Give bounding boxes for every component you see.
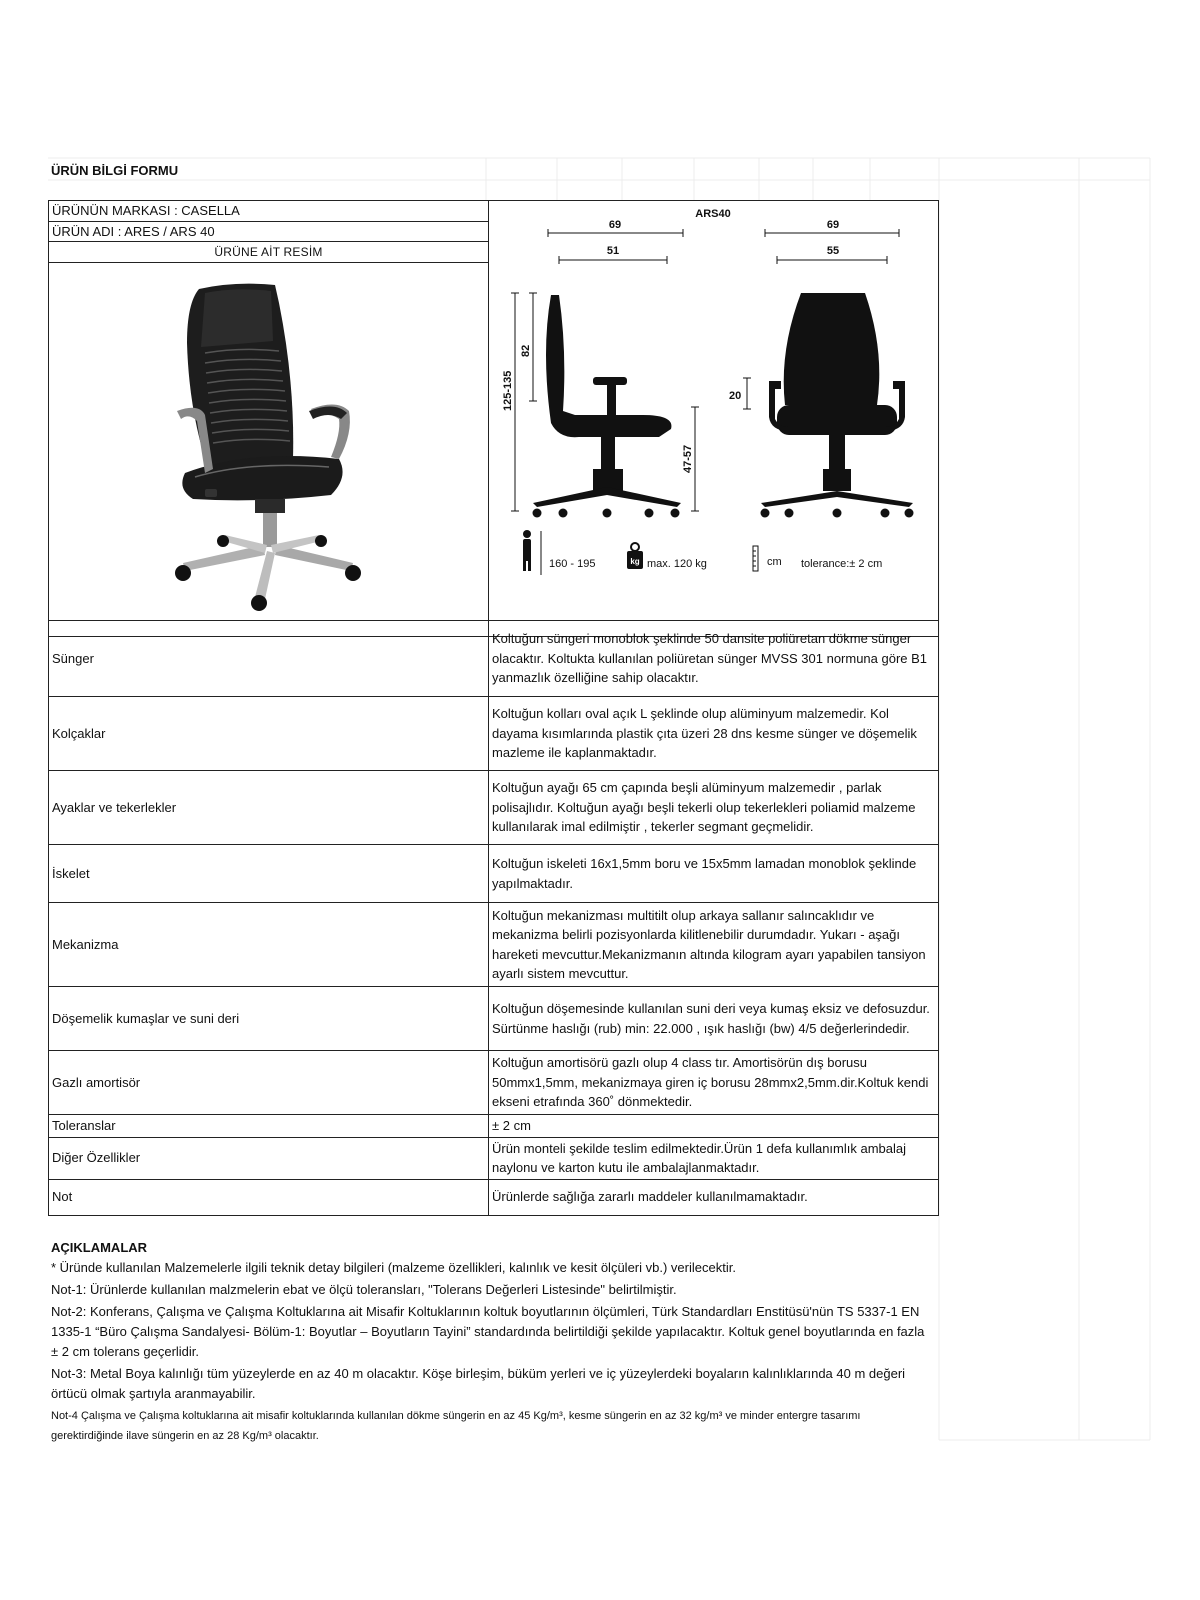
spec-label: Not — [49, 1179, 489, 1215]
total-height-label: 125-135 — [502, 370, 514, 411]
person-icon — [523, 530, 531, 571]
spec-value: Ürünlerde sağlığa zararlı maddeler kullanılmamaktadır. — [489, 1179, 939, 1215]
notes-section — [51, 1240, 931, 1448]
spec-value: Koltuğun ayağı 65 cm çapında beşli alüminyum malzemedir , parlak polisajlıdır. Koltuğun ayağı beşli tekerli olup tekerlekleri poliamid malzeme kullanılarak imal edilmiştir , tekerler segmant geçmelidir. — [489, 771, 939, 845]
user-height-label: 160 - 195 — [549, 558, 596, 570]
back-height-label: 82 — [520, 344, 532, 357]
spec-label: Gazlı amortisör — [49, 1051, 489, 1115]
spec-label: İskelet — [49, 845, 489, 903]
tolerance-label: tolerance:± 2 cm — [801, 558, 883, 570]
side-width-inner: 51 — [606, 245, 620, 257]
spec-table — [48, 620, 939, 1216]
note-3: Not-3: Metal Boya kalınlığı tüm yüzeylerde en az 40 m olacaktır. Köşe birleşim, büküm yerleri ve iç yüzeylerdeki boyaların kalınlıklarında 40 m değeri örtücü olmak şartıyla aranmayabilir. — [51, 1366, 906, 1401]
front-width-outer: 69 — [826, 219, 840, 231]
notes-heading: AÇIKLAMALAR — [51, 1240, 148, 1255]
chair-image — [49, 263, 482, 631]
weight-icon — [627, 543, 643, 569]
note-general: * Üründe kullanılan Malzemelerle ilgili teknik detay bilgileri (malzeme özellikleri, kalınlık ve kesit ölçüleri vb.) verilecektir. — [51, 1260, 736, 1275]
brand-row: ÜRÜNÜN MARKASI : CASELLA — [49, 201, 489, 222]
spec-label: Döşemelik kumaşlar ve suni deri — [49, 987, 489, 1051]
spec-label: Sünger — [49, 621, 489, 697]
product-photo — [49, 263, 489, 637]
name-row: ÜRÜN ADI : ARES / ARS 40 — [49, 221, 489, 242]
ruler-icon — [753, 546, 758, 571]
spec-label: Toleranslar — [49, 1115, 489, 1138]
spec-value: ± 2 cm — [489, 1115, 939, 1138]
form-title: ÜRÜN BİLGİ FORMU — [51, 163, 179, 178]
spec-row — [49, 621, 939, 697]
note-4: Not-4 Çalışma ve Çalışma koltuklarına ait misafir koltuklarında kullanılan dökme süngerin en az 45 Kg/m³, kesme süngerin en az 32 kg/m³ ve minder entergre tasarımı gerektirdiğinde ilave süngerin en az 28 Kg/m³ olacaktır. — [51, 1410, 861, 1442]
spec-row — [49, 903, 939, 987]
side-view-chair — [533, 295, 682, 518]
side-width-outer: 69 — [608, 219, 622, 231]
spec-label: Diğer Özellikler — [49, 1137, 489, 1179]
spec-value: Koltuğun kolları oval açık L şeklinde olup alüminyum malzemedir. Kol dayama kısımlarında plastik çıta üzeri 28 dns kesme sünger ve döşemelik mazleme ile kaplanmaktadır. — [489, 697, 939, 771]
dimension-diagram — [489, 201, 939, 637]
spec-value: Koltuğun süngeri monoblok şeklinde 50 dansite poliüretan dökme sünger olacaktır. Koltukta kullanılan poliüretan sünger MVSS 301 normuna göre B1 yanmazlık özelliğine sahip olacaktır. — [489, 621, 939, 697]
spec-value: Koltuğun amortisörü gazlı olup 4 class tır. Amortisörün dış borusu 50mmx1,5mm, mekanizmaya giren iç borusu 28mmx2,5mm.dir.Koltuk kendi ekseni etrafında 360˚ dönmektedir. — [489, 1051, 939, 1115]
note-2: Not-2: Konferans, Çalışma ve Çalışma Koltuklarına ait Misafir Koltuklarının koltuk boyutlarının ölçümleri, Türk Standardları Enstitüsü'nün TS 5337-1 EN 1335-1 “Büro Çalışma Sandalyesi- Bölüm-1: Boyutlar – Boyutların Tayini” standardında belirtildiği şekilde yapılacaktır. Koltuk genel boyutlarında en fazla ± 2 cm tolerans geçerlidir. — [51, 1304, 925, 1359]
spec-row — [49, 697, 939, 771]
spec-label: Ayaklar ve tekerlekler — [49, 771, 489, 845]
arm-height-label: 20 — [729, 390, 742, 402]
spec-value: Koltuğun döşemesinde kullanılan suni deri veya kumaş eksiz ve defosuzdur. Sürtünme haslığı (rub) min: 22.000 , ışık haslığı (bw) 4/5 değerlerindedir. — [489, 987, 939, 1051]
unit-label: cm — [767, 556, 782, 568]
spec-value: Ürün monteli şekilde teslim edilmektedir.Ürün 1 defa kullanımlık ambalaj naylonu ve karton kutu ile ambalajlanmaktadır. — [489, 1137, 939, 1179]
spec-label: Mekanizma — [49, 903, 489, 987]
dimension-drawing — [489, 201, 939, 631]
front-width-inner: 55 — [826, 245, 840, 257]
spec-value: Koltuğun mekanizması multitilt olup arkaya sallanır salıncaklıdır ve mekanizma belirli pozisyonlarda kilitlenebilir durumdadır. Yukarı - aşağı hareketi mevcuttur.Mekanizmanın altında kilogram ayarı yapabilen tansiyon ayarlı sistem mevcuttur. — [489, 903, 939, 987]
note-1: Not-1: Ürünlerde kullanılan malzmelerin ebat ve ölçü toleransları, "Tolerans Değerleri Listesinde" belirtilmiştir. — [51, 1282, 677, 1297]
spec-label: Kolçaklar — [49, 697, 489, 771]
image-caption: ÜRÜNE AİT RESİM — [49, 242, 489, 263]
spec-row — [49, 1179, 939, 1215]
spec-row — [49, 1051, 939, 1115]
spec-row — [49, 987, 939, 1051]
spec-row — [49, 1115, 939, 1138]
product-info-form — [48, 200, 939, 637]
model-label: ARS40 — [695, 208, 731, 220]
seat-height-label: 47-57 — [682, 444, 694, 473]
spec-row — [49, 771, 939, 845]
front-view-chair — [761, 293, 914, 518]
spec-row — [49, 845, 939, 903]
spec-row — [49, 1137, 939, 1179]
max-load-label: max. 120 kg — [647, 558, 707, 570]
spec-value: Koltuğun iskeleti 16x1,5mm boru ve 15x5mm lamadan monoblok şeklinde yapılmaktadır. — [489, 845, 939, 903]
svg-text:kg: kg — [630, 557, 640, 566]
